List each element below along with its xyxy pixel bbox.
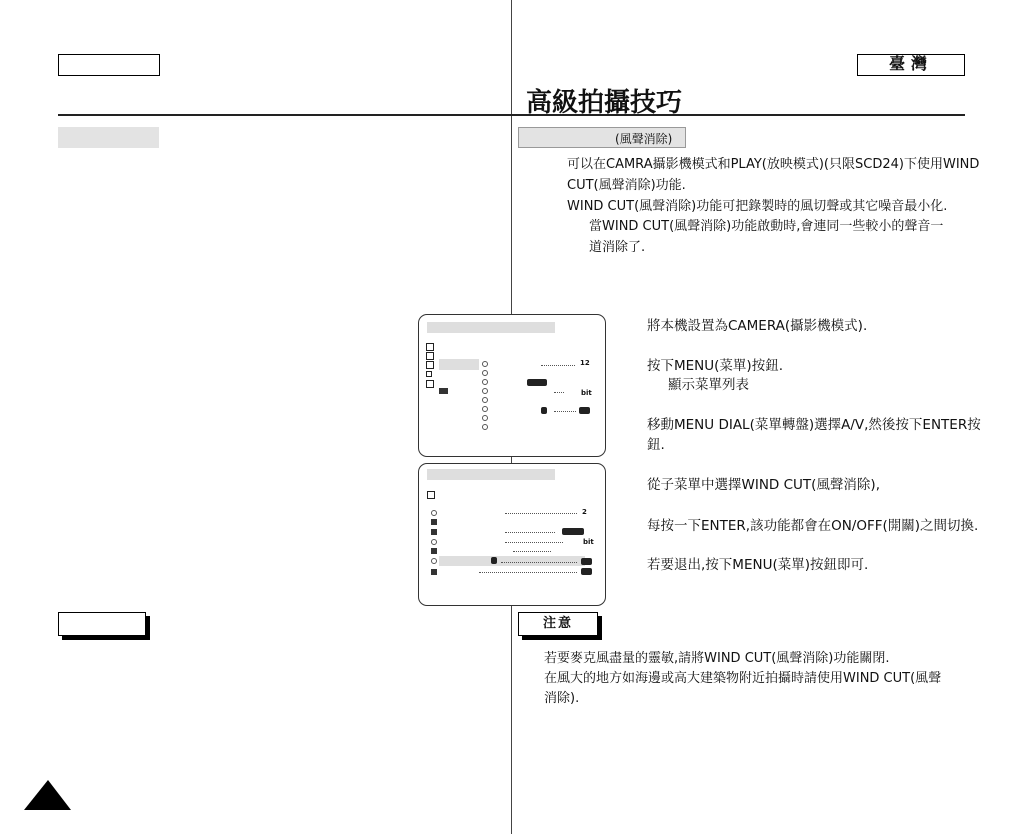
menu-memory-icon xyxy=(426,352,434,360)
submenu-item-dot xyxy=(431,539,437,545)
menu-screen-submenu xyxy=(418,463,606,606)
menu-av-icon xyxy=(426,361,434,369)
menu-wind-icon xyxy=(541,407,547,414)
submenu-value-sound: 2 xyxy=(582,508,587,516)
menu-leader xyxy=(554,411,576,412)
submenu-leader xyxy=(505,542,563,543)
menu-selected-highlight xyxy=(439,359,479,370)
menu-wind-value-chip xyxy=(579,407,590,414)
intro-line-5: 道消除了. xyxy=(589,240,646,255)
header-rule xyxy=(58,114,965,116)
intro-line-4: 當WIND CUT(風聲消除)功能啟動時,會連同一些較小的聲音一 xyxy=(589,219,944,234)
note-line-1: 若要麥克風盡量的靈敏,請將WIND CUT(風聲消除)功能關閉. xyxy=(544,651,890,666)
intro-line-2: CUT(風聲消除)功能. xyxy=(567,178,686,193)
step-3: 移動MENU DIAL(菜單轉盤)選擇A/V,然後按下ENTER按 xyxy=(647,417,981,433)
menu-system-icon xyxy=(426,380,434,388)
menu-leader xyxy=(541,365,575,366)
page-triangle-icon xyxy=(24,779,72,811)
step-2-sub: 顯示菜單列表 xyxy=(668,377,749,393)
menu-sub-icon xyxy=(439,388,448,394)
menu-item-dot xyxy=(482,415,488,421)
menu-value-bit: bit xyxy=(581,389,592,397)
step-1: 將本機設置為CAMERA(攝影機模式). xyxy=(647,318,868,334)
left-language-box xyxy=(58,54,160,76)
submenu-item-icon xyxy=(431,529,437,535)
submenu-folder-icon xyxy=(427,491,435,499)
submenu-value-bit: bit xyxy=(583,538,594,546)
submenu-leader xyxy=(513,551,551,552)
submenu-wind-icon xyxy=(491,557,497,564)
submenu-leader xyxy=(505,532,555,533)
intro-line-1: 可以在CAMRA攝影機模式和PLAY(放映模式)(只限SCD24)下使用WIND xyxy=(567,157,980,172)
submenu-item-dot xyxy=(431,510,437,516)
menu-item-dot xyxy=(482,370,488,376)
section-label-text: (風聲消除) xyxy=(615,132,673,146)
note-line-2: 在風大的地方如海邊或高大建築物附近拍攝時請使用WIND CUT(風聲 xyxy=(544,671,942,686)
submenu-leader xyxy=(479,572,577,573)
step-5: 每按一下ENTER,該功能都會在ON/OFF(開關)之間切換. xyxy=(647,518,979,534)
submenu-leader xyxy=(501,562,577,563)
submenu-item-icon xyxy=(431,569,437,575)
language-label-box: 臺灣 xyxy=(857,54,965,76)
menu-item-dot xyxy=(482,388,488,394)
submenu-last-value-chip xyxy=(581,568,592,575)
step-4: 從子菜單中選擇WIND CUT(風聲消除), xyxy=(647,477,880,493)
menu-item-dot xyxy=(482,424,488,430)
left-note-label xyxy=(58,612,146,636)
menu-item-dot xyxy=(482,361,488,367)
section-label xyxy=(518,127,686,148)
note-label: 注意 xyxy=(518,612,598,636)
menu-item-dot xyxy=(482,406,488,412)
submenu-item-icon xyxy=(431,548,437,554)
page-title: 高級拍攝技巧 xyxy=(526,88,683,118)
submenu-item-icon xyxy=(431,519,437,525)
menu-item-dot xyxy=(482,379,488,385)
step-2: 按下MENU(菜單)按鈕. xyxy=(647,358,783,374)
intro-line-3: WIND CUT(風聲消除)功能可把錄製時的風切聲或其它噪音最小化. xyxy=(567,199,948,214)
menu-camera-icon xyxy=(426,343,434,351)
note-line-3: 消除). xyxy=(544,691,580,706)
menu-item-dot xyxy=(482,397,488,403)
menu-leader xyxy=(554,392,564,393)
submenu-wind-cut-highlight xyxy=(439,556,585,566)
submenu-record-mode-icon xyxy=(562,528,584,535)
step-3-cont: 鈕. xyxy=(647,437,665,453)
submenu-title-bar xyxy=(427,469,555,480)
left-section-label xyxy=(58,127,159,148)
menu-record-mode-icon xyxy=(527,379,547,386)
submenu-leader xyxy=(505,513,577,514)
step-6: 若要退出,按下MENU(菜單)按鈕即可. xyxy=(647,557,869,573)
submenu-item-dot xyxy=(431,558,437,564)
menu-initial-icon xyxy=(426,371,432,377)
menu-title-bar xyxy=(427,322,555,333)
menu-value-sound: 12 xyxy=(580,359,590,367)
menu-screen-main xyxy=(418,314,606,457)
submenu-wind-value-chip xyxy=(581,558,592,565)
